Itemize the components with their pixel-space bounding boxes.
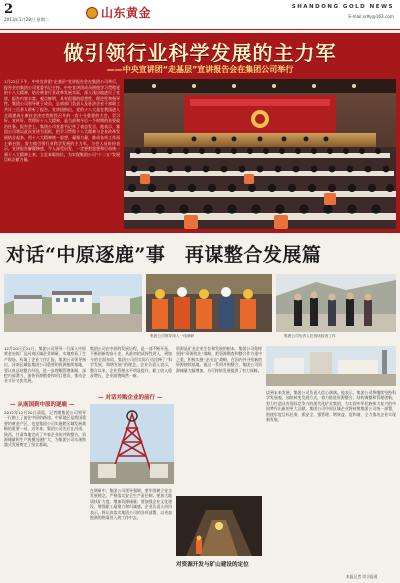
article-column-1b: 2012年12月20日清晨，记者随集团公司领导一行踏上了前往中原的路途。中原地区是我国重要的黄金产区，也是集团公司实施跨区域发展战略的重要一站。近年来，集团公司先后在河南、陕西、甘肃等地完成了多家企业的并购整合，资源储量和生产规模迅速扩大，为集团公司实现跨越式发展奠定了坚实基础。 — [4, 410, 86, 448]
article-column-2a: 集团公司在中原的发展历程，是一部不断开拓、不断创新的奋斗史。从最初的试探性进入，到如今的全面布局，集团公司用实际行动诠释了“科学发展、和谐发展”的理念。企业负责人表示，整合以来，企业管理水平明显提升，职工收入稳步增长，企业面貌焕然一新。 — [90, 346, 172, 379]
section-headline: 对话“中原逐鹿”事 再谋整合发展篇 — [6, 244, 322, 266]
gold-emblem-icon — [86, 7, 98, 19]
miners-group-photo — [146, 274, 272, 332]
mine-tunnel-photo — [176, 496, 262, 556]
photo-caption-right: 集团公司负责人在现场检查工作 — [284, 334, 336, 338]
headframe-tower-photo — [90, 404, 174, 484]
hero-subheadline: ——中央宣讲团“走基层”宣讲报告会在集团公司举行 — [106, 65, 294, 74]
hero-headline: 做引领行业科学发展的主力军 — [63, 41, 337, 65]
meeting-hall-photo — [124, 79, 396, 229]
article-byline: 本报记者 综合报道 — [346, 574, 378, 579]
masthead — [0, 0, 400, 30]
article-column-3: 资源是矿业企业生存和发展的根本。集团公司始终坚持“资源优先”战略，把资源勘查和整合作为重中之重，积极实施“走出去”战略，在国内外寻找新的资源接续基地。通过一系列并购整合，集团公司资源储量大幅增加，为可持续发展提供了有力保障。 — [176, 346, 262, 373]
article-column-4: 谈到未来发展，集团公司负责人信心满满。他表示，集团公司将继续坚持科学发展观，加快转变发展方式，着力推进资源整合、结构调整和管理创新，努力打造具有国际竞争力的现代化矿业集团，为实现中华民族伟大复兴的中国梦作出新的更大贡献。集团公司中原区域企业将按照集团公司统一部署，围绕年度目标任务，抓安全、强管理、增效益、促和谐，全力推动企业实现新发展。 — [266, 390, 396, 423]
logo-text: 山东黄金 — [101, 6, 152, 20]
contact-email: E-mail:sdhj@163.com — [348, 14, 394, 19]
column-3-heading: 对资源开发与矿山建设的定位 — [176, 562, 249, 568]
industrial-site-photo — [266, 346, 396, 386]
photo-caption-left: 集团公司领导深入一线调研 — [150, 334, 195, 338]
newspaper-logo — [86, 5, 151, 20]
issue-date: 2013年1月28日 星期二 — [4, 17, 50, 22]
page-number: 2 — [4, 2, 14, 17]
site-inspection-photo — [276, 274, 396, 332]
column-1-subheading: — 从南国到中原的逐鹿 — — [10, 400, 75, 408]
article-column-2b: 在调研中，集团公司领导强调，要牢固树立安全发展理念，严格落实安全生产责任制；要加大地质找矿力度，增加资源储量；要加强企业文化建设，增强职工凝聚力和归属感。企业负责人纷纷表示，将认真落实集团公司的各项部署，以更加饱满的热情投入到工作中去。 — [90, 488, 172, 521]
hero-body-text: 1月22日下午，中央宣讲团“走基层”宣讲报告会在集团公司举行，报告会由集团公司党委书记主持。中央宣讲团成员围绕学习贯彻党的十八大精神，结合黄金行业改革发展实际，深入浅出地进行了宣讲，报告内容丰富、观点鲜明，具有很强的思想性、理论性和指导性。集团公司领导班子成员，总部部门负责人及驻济企业干部职工共计三百余人聆听了报告。宣讲团指出，党的十八大是在我国进入全面建成小康社会决定性阶段召开的一次十分重要的大会。学习好、宣传好、贯彻好十八大精神，是当前和今后一个时期的首要政治任务。报告会上，集团公司党委书记作了表态发言，他表示，集团公司将以此次宣讲为契机，把学习贯彻十八大精神与企业改革发展结合起来，用十八大精神统一思想、凝聚力量，推动各项工作再上新台阶，努力做引领行业科学发展的主力军。与会人员纷纷表示，宣讲报告解疑释惑，令人深受启发，一定要把思想和行动统一到十八大精神上来，立足本职岗位，为实现集团公司“十二五”发展目标贡献力量。 — [4, 79, 120, 163]
mine-buildings-photo — [4, 274, 142, 332]
hero-feature — [0, 33, 400, 233]
english-title: SHANDONG GOLD NEWS — [291, 4, 394, 10]
column-2-subheading: — 对话并购企业的前行 — — [98, 393, 163, 401]
article-column-1: 12月20日至21日，集团公司领导一行深入中原黄金冶炼厂及河南区域企业调研，实地察看了生产现场，听取了企业工作汇报。集团公司领导指出，河南区域是集团公司重要的资源接续基地，要认真总结整合经验，进一步理顺管理体制，深挖内部潜力，加快资源勘查和项目建设，推动企业又好又快发展。 — [4, 346, 86, 384]
